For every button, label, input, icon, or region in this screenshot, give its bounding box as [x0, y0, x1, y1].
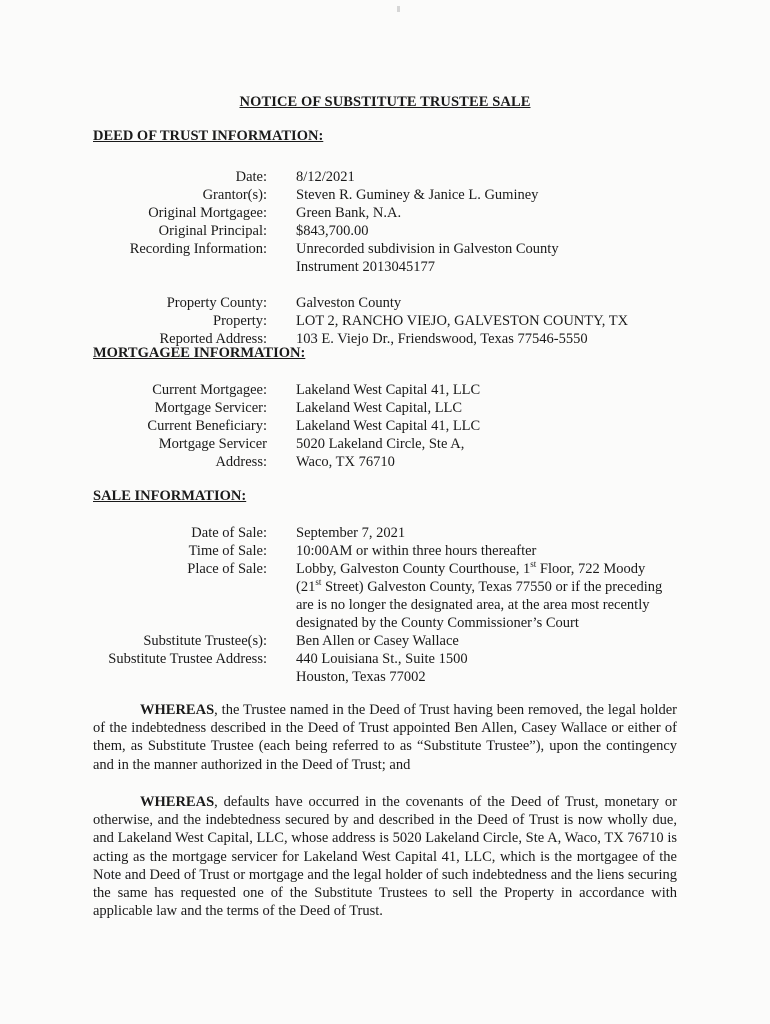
sale-section-heading: SALE INFORMATION:: [93, 488, 247, 504]
info-row: [0, 668, 770, 686]
info-label: Place of Sale:: [187, 561, 267, 577]
info-value: Steven R. Guminey & Janice L. Guminey: [296, 187, 539, 203]
info-label: Mortgage Servicer: [158, 436, 267, 452]
value-text: (21: [296, 579, 316, 595]
info-value: Galveston County: [296, 295, 402, 311]
info-label: Substitute Trustee Address:: [108, 651, 267, 667]
info-label: Current Beneficiary:: [147, 418, 267, 434]
paragraph-text: , the Trustee named in the Deed of Trust having been removed, the legal holder of the indebtedness described in the Deed of Trust appointed Ben Allen, Casey Wallace or either of them, as Substitute Trustee (each being referred to as “Substitute Trustee”), upon the contingency and in the manner authorized in the Deed of Trust; and: [93, 702, 677, 773]
info-row: [0, 435, 770, 453]
info-value: Unrecorded subdivision in Galveston County: [296, 241, 559, 257]
value-text: Floor, 722 Moody: [536, 561, 646, 577]
info-label: Substitute Trustee(s):: [143, 633, 267, 649]
whereas-paragraph-2: [93, 793, 677, 920]
info-row: [0, 240, 770, 258]
info-row: [0, 222, 770, 240]
info-row: [0, 168, 770, 186]
info-value: Green Bank, N.A.: [296, 205, 402, 221]
info-row: [0, 417, 770, 435]
deed-section-heading: DEED OF TRUST INFORMATION:: [93, 128, 324, 144]
info-row: [0, 524, 770, 542]
info-row: [0, 186, 770, 204]
info-label: Property:: [213, 313, 267, 329]
ordinal-suffix: st: [315, 577, 322, 588]
info-label: Original Principal:: [158, 223, 267, 239]
info-value: Ben Allen or Casey Wallace: [296, 633, 459, 649]
info-label: Original Mortgagee:: [148, 205, 267, 221]
info-value: are is no longer the designated area, at the area most recently: [296, 597, 650, 613]
paragraph-lead: WHEREAS: [140, 794, 215, 810]
info-value: 103 E. Viejo Dr., Friendswood, Texas 77546-5550: [296, 331, 588, 347]
info-label: Address:: [215, 454, 267, 470]
info-value: 8/12/2021: [296, 169, 355, 185]
info-value: Instrument 2013045177: [296, 259, 435, 275]
info-row: [0, 560, 770, 578]
document-title: NOTICE OF SUBSTITUTE TRUSTEE SALE: [239, 94, 531, 110]
info-row: [0, 632, 770, 650]
info-value: Lakeland West Capital 41, LLC: [296, 382, 481, 398]
info-row: [0, 399, 770, 417]
info-row: [0, 294, 770, 312]
info-row: [0, 204, 770, 222]
mortgagee-section-heading: MORTGAGEE INFORMATION:: [93, 345, 306, 361]
info-row: [0, 381, 770, 399]
mortgagee-info-table: [0, 381, 770, 471]
info-label: Grantor(s):: [202, 187, 267, 203]
info-row: [0, 596, 770, 614]
info-value: Houston, Texas 77002: [296, 669, 426, 685]
info-value: 10:00AM or within three hours thereafter: [296, 543, 537, 559]
info-label: Reported Address:: [159, 331, 267, 347]
info-value: [296, 578, 676, 596]
paragraph-lead: WHEREAS: [140, 702, 215, 718]
value-text: Lobby, Galveston County Courthouse, 1: [296, 561, 531, 577]
ordinal-suffix: st: [530, 559, 537, 570]
info-value: 5020 Lakeland Circle, Ste A,: [296, 436, 465, 452]
deed-info-table: [0, 168, 770, 348]
info-row: [0, 542, 770, 560]
info-label: Current Mortgagee:: [152, 382, 267, 398]
info-value: LOT 2, RANCHO VIEJO, GALVESTON COUNTY, TX: [296, 313, 629, 329]
scan-speck: [397, 6, 400, 12]
info-value: Lakeland West Capital 41, LLC: [296, 418, 481, 434]
value-text: Street) Galveston County, Texas 77550 or if the preceding: [321, 579, 663, 595]
info-value: September 7, 2021: [296, 525, 406, 541]
sale-info-table: [0, 524, 770, 686]
info-label: Property County:: [166, 295, 267, 311]
info-value: $843,700.00: [296, 223, 369, 239]
info-row: [0, 614, 770, 632]
info-value: [296, 560, 676, 578]
info-row: [0, 453, 770, 471]
info-value: Lakeland West Capital, LLC: [296, 400, 463, 416]
info-value: 440 Louisiana St., Suite 1500: [296, 651, 468, 667]
info-label: Mortgage Servicer:: [154, 400, 267, 416]
info-value: Waco, TX 76710: [296, 454, 395, 470]
info-row: [0, 578, 770, 596]
info-label: Date of Sale:: [191, 525, 267, 541]
info-row: [0, 258, 770, 276]
info-label: Recording Information:: [129, 241, 267, 257]
whereas-paragraph-1: [93, 701, 677, 774]
info-label: Time of Sale:: [188, 543, 267, 559]
info-row: [0, 650, 770, 668]
info-value: designated by the County Commissioner’s Court: [296, 615, 579, 631]
info-row: [0, 312, 770, 330]
info-label: Date:: [235, 169, 267, 185]
row-spacer: [0, 276, 770, 294]
paragraph-text: , defaults have occurred in the covenants of the Deed of Trust, monetary or otherwise, and the indebtedness secured by and described in the Deed of Trust is now wholly due, and Lakeland West Capital, LLC, whose address is 5020 Lakeland Circle, Ste A, Waco, TX 76710 is acting as the mortgage servicer for Lakeland West Capital 41, LLC, which is the mortgagee of the Note and Deed of Trust or mortgage and the legal holder of such indebtedness and the liens securing the same has requested one of the Substitute Trustees to sell the Property in accordance with applicable law and the terms of the Deed of Trust.: [93, 794, 677, 920]
